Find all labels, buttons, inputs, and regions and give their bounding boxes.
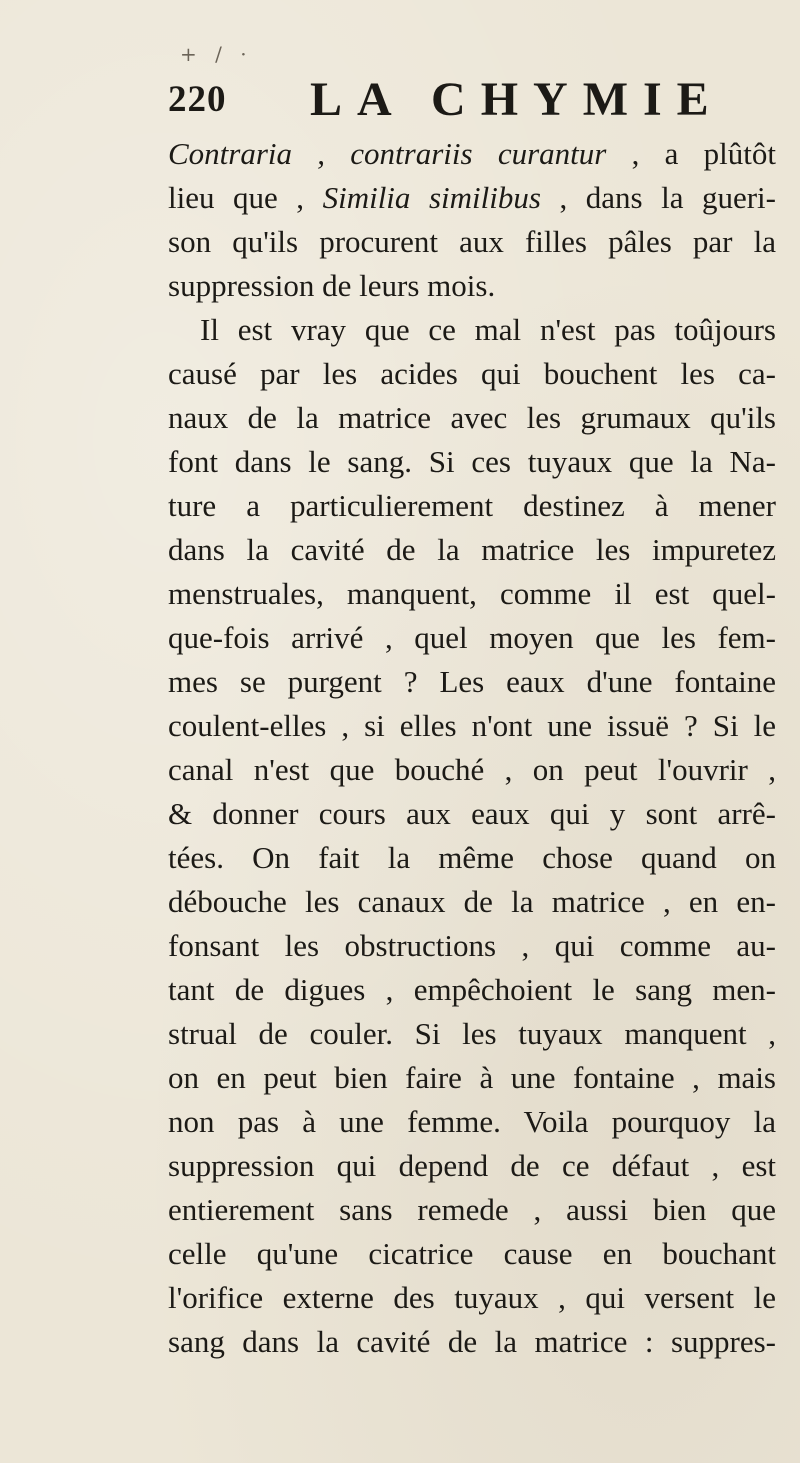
text-line: tant de digues , empêchoient le sang men- bbox=[168, 972, 776, 1007]
text-line: débouche les canaux de la matrice , en en- bbox=[168, 884, 776, 919]
text-line: dans la cavité de la matrice les impuretez bbox=[168, 532, 776, 567]
text-line: entierement sans remede , aussi bien que bbox=[168, 1192, 776, 1227]
text-line: & donner cours aux eaux qui y sont arrê- bbox=[168, 796, 776, 831]
text-line: mes se purgent ? Les eaux d'une fontaine bbox=[168, 664, 776, 699]
text-line: menstruales, manquent, comme il est quel- bbox=[168, 576, 776, 611]
text-line: tées. On fait la même chose quand on bbox=[168, 840, 776, 875]
text-line: naux de la matrice avec les grumaux qu'ils bbox=[168, 400, 776, 435]
text-line: Il est vray que ce mal n'est pas toûjours bbox=[200, 312, 776, 347]
page-marks: + / · bbox=[180, 42, 253, 66]
text-line: fonsant les obstructions , qui comme au- bbox=[168, 928, 776, 963]
text-line: que-fois arrivé , quel moyen que les fem- bbox=[168, 620, 776, 655]
text-line: ture a particulierement destinez à mener bbox=[168, 488, 776, 523]
latin-phrase: Contraria , contrariis curantur bbox=[168, 136, 607, 171]
text-line: strual de couler. Si les tuyaux manquent , bbox=[168, 1016, 776, 1051]
text-line: son qu'ils procurent aux filles pâles par la bbox=[168, 224, 776, 259]
text-segment: , dans la gueri- bbox=[540, 180, 776, 215]
page-number: 220 bbox=[168, 79, 227, 120]
text-line: causé par les acides qui bouchent les ca- bbox=[168, 356, 776, 391]
text-line: sang dans la cavité de la matrice : suppres- bbox=[168, 1324, 776, 1359]
text-line: non pas à une femme. Voila pourquoy la bbox=[168, 1104, 776, 1139]
body-text bbox=[168, 132, 776, 1364]
text-line: canal n'est que bouché , on peut l'ouvrir , bbox=[168, 752, 776, 787]
text-line: suppression de leurs mois. bbox=[168, 268, 496, 303]
text-line: l'orifice externe des tuyaux , qui versent le bbox=[168, 1280, 776, 1315]
text-segment: lieu que , bbox=[168, 180, 323, 215]
page-header bbox=[168, 72, 768, 124]
text-line: coulent-elles , si elles n'ont une issuë ? Si le bbox=[168, 708, 776, 743]
running-title: LA CHYMIE bbox=[310, 73, 724, 126]
text-segment: , a plûtôt bbox=[606, 136, 776, 171]
latin-phrase: Similia similibus bbox=[322, 180, 541, 215]
text-line bbox=[168, 176, 776, 220]
text-line: font dans le sang. Si ces tuyaux que la Na- bbox=[168, 444, 776, 479]
text-line: suppression qui depend de ce défaut , est bbox=[168, 1148, 776, 1183]
text-line bbox=[168, 132, 776, 176]
text-line: celle qu'une cicatrice cause en bouchant bbox=[168, 1236, 776, 1271]
text-line: on en peut bien faire à une fontaine , mais bbox=[168, 1060, 776, 1095]
